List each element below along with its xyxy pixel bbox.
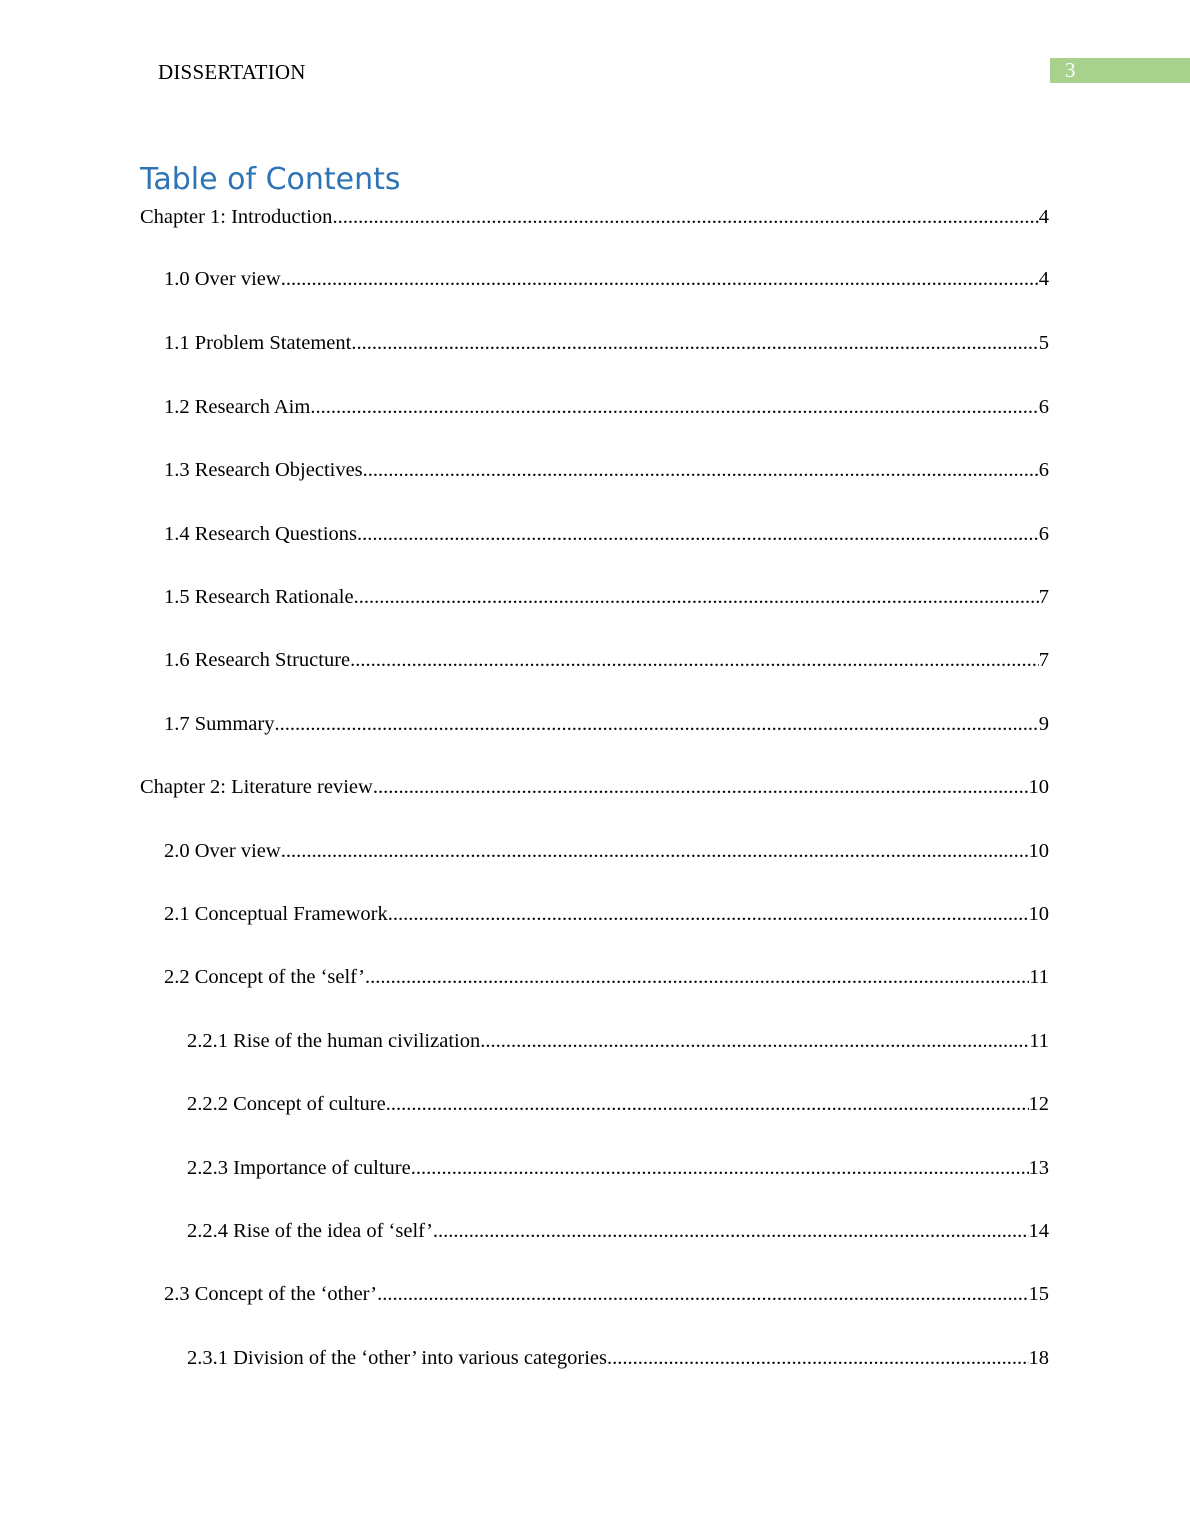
toc-entry-page: 9 xyxy=(1038,713,1049,735)
toc-dot-leader xyxy=(281,838,1029,864)
toc-entry-1-5[interactable] xyxy=(164,584,1049,610)
running-header: DISSERTATION xyxy=(158,60,306,84)
toc-entry-2-3-1[interactable] xyxy=(187,1345,1049,1371)
toc-entry-page: 11 xyxy=(1029,966,1049,988)
toc-dot-leader xyxy=(411,1155,1029,1181)
toc-entry-text: 2.2.3 Importance of culture xyxy=(187,1157,411,1179)
toc-entry-text: Chapter 2: Literature review xyxy=(140,776,373,798)
toc-entry-text: 2.2 Concept of the ‘self’ xyxy=(164,966,365,988)
toc-entry-page: 6 xyxy=(1038,523,1049,545)
toc-entry-2-2-2[interactable] xyxy=(187,1091,1049,1117)
toc-entry-2-0[interactable] xyxy=(164,838,1049,864)
toc-entry-text: 1.3 Research Objectives xyxy=(164,459,363,481)
toc-entry-page: 11 xyxy=(1029,1030,1049,1052)
toc-entry-text: 1.6 Research Structure xyxy=(164,649,351,671)
toc-entry-1-0[interactable] xyxy=(164,266,1049,292)
toc-entry-text: 1.4 Research Questions xyxy=(164,523,357,545)
toc-dot-leader xyxy=(350,647,1039,673)
toc-entry-page: 10 xyxy=(1028,776,1049,798)
toc-entry-text: Chapter 1: Introduction xyxy=(140,206,333,228)
toc-dot-leader xyxy=(332,204,1038,230)
toc-entry-2-2-3[interactable] xyxy=(187,1155,1049,1181)
toc-entry-text: 2.2.2 Concept of culture xyxy=(187,1093,386,1115)
toc-dot-leader xyxy=(354,584,1039,610)
toc-entry-text: 1.1 Problem Statement xyxy=(164,332,352,354)
toc-entry-page: 6 xyxy=(1038,396,1049,418)
toc-entry-page: 7 xyxy=(1038,586,1049,608)
toc-dot-leader xyxy=(351,330,1038,356)
toc-dot-leader xyxy=(433,1218,1029,1244)
toc-entry-page: 4 xyxy=(1038,268,1049,290)
toc-dot-leader xyxy=(373,774,1029,800)
toc-entry-text: 1.7 Summary xyxy=(164,713,275,735)
toc-entry-page: 13 xyxy=(1028,1157,1049,1179)
toc-entry-2-2-4[interactable] xyxy=(187,1218,1049,1244)
toc-entry-text: 1.0 Over view xyxy=(164,268,281,290)
toc-entry-text: 2.1 Conceptual Framework xyxy=(164,903,388,925)
toc-entry-page: 10 xyxy=(1028,840,1049,862)
toc-entry-text: 1.2 Research Aim xyxy=(164,396,311,418)
toc-entry-1-1[interactable] xyxy=(164,330,1049,356)
toc-entry-page: 7 xyxy=(1038,649,1049,671)
toc-entry-1-4[interactable] xyxy=(164,521,1049,547)
toc-entry-1-6[interactable] xyxy=(164,647,1049,673)
toc-dot-leader xyxy=(388,901,1029,927)
toc-entry-2-2[interactable] xyxy=(164,964,1049,990)
toc-entry-page: 6 xyxy=(1038,459,1049,481)
toc-entry-page: 14 xyxy=(1028,1220,1049,1242)
toc-entry-chapter-2[interactable] xyxy=(140,774,1049,800)
toc-entry-text: 2.3 Concept of the ‘other’ xyxy=(164,1283,378,1305)
toc-dot-leader xyxy=(310,394,1038,420)
toc-entry-1-7[interactable] xyxy=(164,711,1049,737)
toc-entry-1-2[interactable] xyxy=(164,394,1049,420)
toc-entry-text: 2.2.4 Rise of the idea of ‘self’ xyxy=(187,1220,433,1242)
toc-entry-page: 5 xyxy=(1038,332,1049,354)
toc-dot-leader xyxy=(377,1281,1028,1307)
toc-dot-leader xyxy=(480,1028,1029,1054)
toc-entry-text: 2.0 Over view xyxy=(164,840,281,862)
page-number-badge: 3 xyxy=(1050,58,1190,83)
toc-entry-page: 18 xyxy=(1028,1347,1049,1369)
toc-dot-leader xyxy=(357,521,1039,547)
toc-entry-chapter-1[interactable] xyxy=(140,204,1049,230)
toc-entry-page: 4 xyxy=(1038,206,1049,228)
toc-entry-2-2-1[interactable] xyxy=(187,1028,1049,1054)
toc-dot-leader xyxy=(281,266,1039,292)
toc-entry-2-1[interactable] xyxy=(164,901,1049,927)
toc-dot-leader xyxy=(274,711,1038,737)
toc-entry-text: 2.3.1 Division of the ‘other’ into various categories xyxy=(187,1347,607,1369)
toc-dot-leader xyxy=(386,1091,1029,1117)
toc-entry-page: 10 xyxy=(1028,903,1049,925)
toc-dot-leader xyxy=(607,1345,1029,1371)
toc-dot-leader xyxy=(365,964,1029,990)
toc-entry-2-3[interactable] xyxy=(164,1281,1049,1307)
toc-title: Table of Contents xyxy=(140,162,401,197)
toc-entry-page: 15 xyxy=(1028,1283,1049,1305)
toc-entry-page: 12 xyxy=(1028,1093,1049,1115)
toc-entry-text: 1.5 Research Rationale xyxy=(164,586,354,608)
toc-entry-1-3[interactable] xyxy=(164,457,1049,483)
toc-dot-leader xyxy=(363,457,1039,483)
toc-entry-text: 2.2.1 Rise of the human civilization xyxy=(187,1030,481,1052)
